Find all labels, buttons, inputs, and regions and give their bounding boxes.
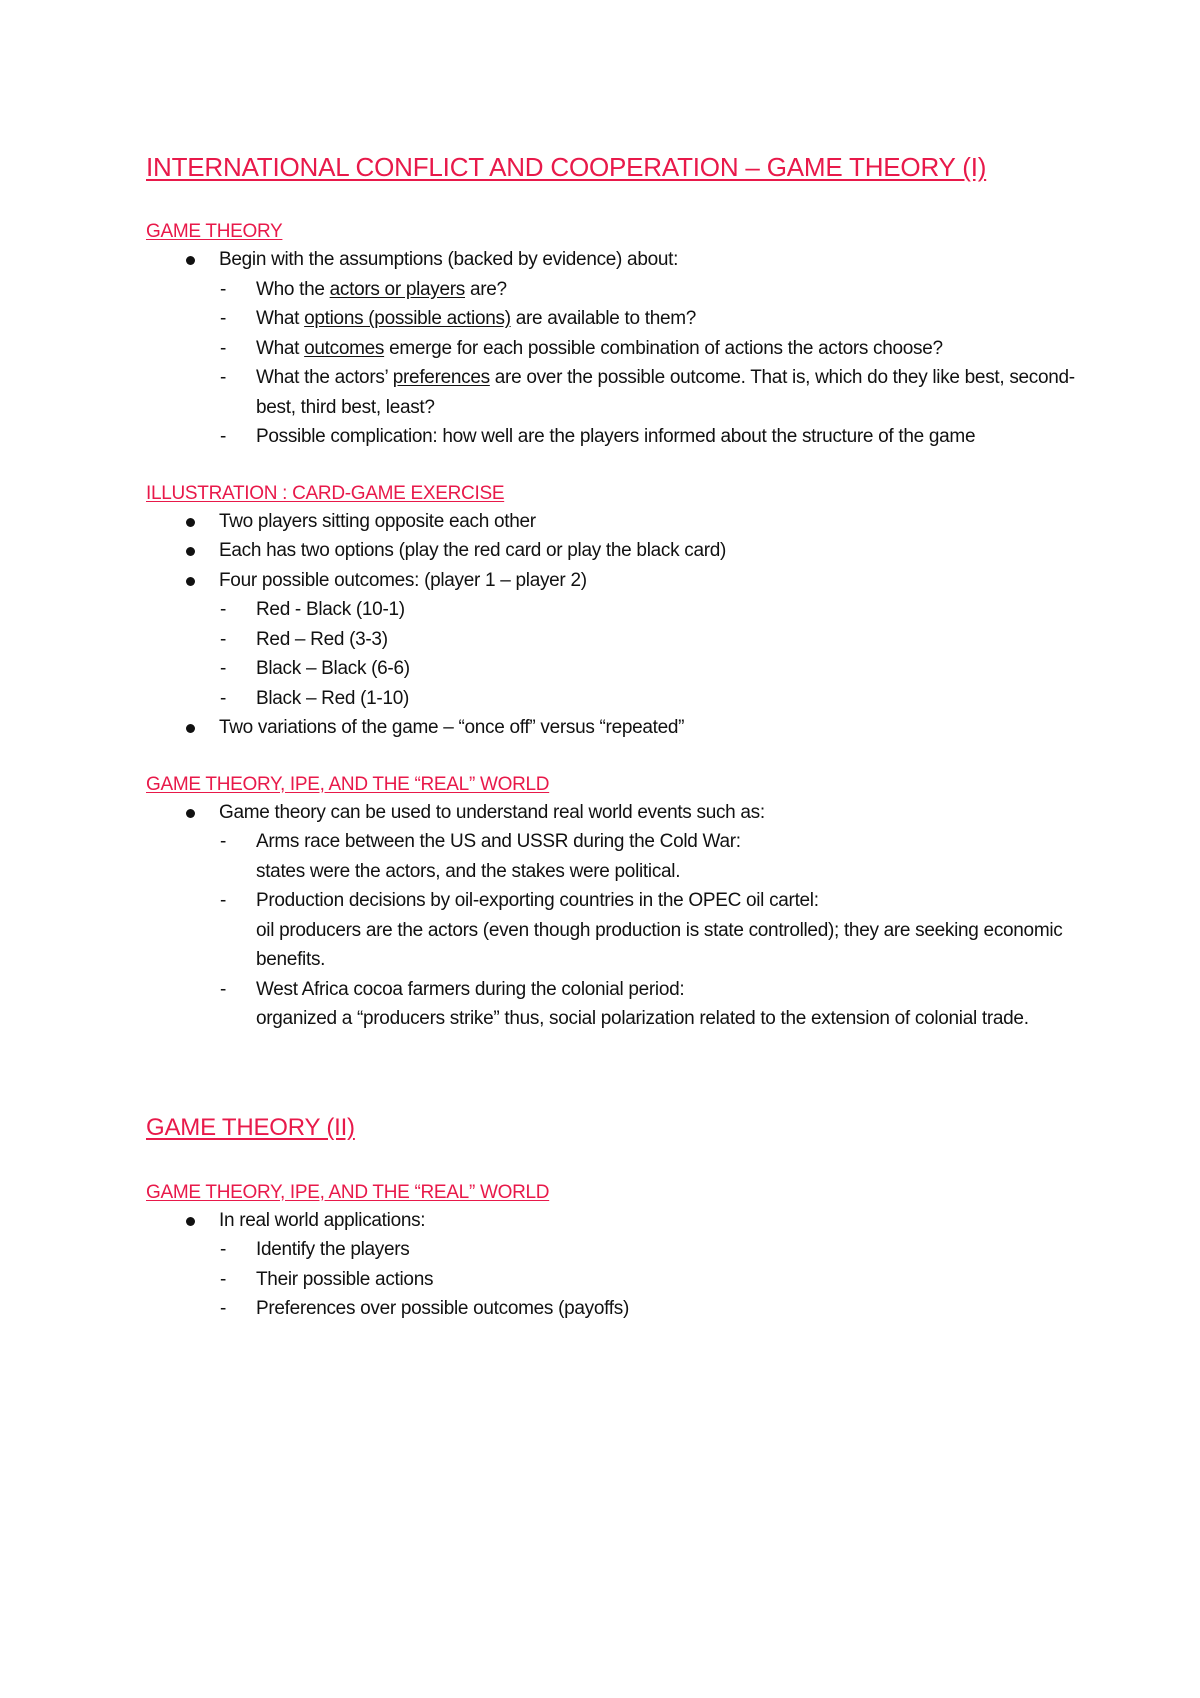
section-heading-real-world: GAME THEORY, IPE, AND THE “REAL” WORLD xyxy=(146,773,550,795)
page-title-2: GAME THEORY (II) xyxy=(146,1113,355,1141)
outcome-text: Red – Red (3-3) xyxy=(256,628,388,650)
bullet-text: In real world applications: xyxy=(219,1209,426,1231)
underlined-term: options (possible actions) xyxy=(304,308,511,329)
dash-item xyxy=(146,422,1086,452)
dash-text: Their possible actions xyxy=(256,1268,434,1290)
dash-icon: - xyxy=(220,599,227,620)
bullet-icon xyxy=(186,256,195,265)
dash-icon: - xyxy=(220,367,227,388)
dash-icon: - xyxy=(220,687,227,709)
bullet-item xyxy=(146,713,1086,743)
outcome-text: Red - Black (10-1) xyxy=(256,599,405,620)
dash-list xyxy=(146,275,1086,452)
outcome-text: Black – Red (1-10) xyxy=(256,687,410,709)
dash-icon: - xyxy=(220,658,227,679)
dash-item xyxy=(146,334,1086,364)
dash-item xyxy=(146,827,1086,886)
underlined-term: outcomes xyxy=(304,337,385,359)
dash-icon: - xyxy=(220,426,227,447)
underlined-term: preferences xyxy=(392,367,490,388)
underlined-term: actors or players xyxy=(329,278,465,300)
bullet-list xyxy=(146,245,1086,452)
dash-text: are available to them? xyxy=(510,308,697,329)
section-heading-game-theory: GAME THEORY xyxy=(146,221,283,242)
dash-icon: - xyxy=(220,628,227,650)
bullet-text: Each has two options (play the red card or play the black card) xyxy=(219,540,727,561)
example-detail: states were the actors, and the stakes were political. xyxy=(256,860,681,882)
bullet-icon xyxy=(186,518,195,527)
dash-icon: - xyxy=(220,831,227,852)
dash-item xyxy=(146,275,1086,305)
dash-item xyxy=(146,886,1086,975)
dash-item xyxy=(146,654,1086,684)
outcome-text: Black – Black (6-6) xyxy=(256,658,410,679)
bullet-icon xyxy=(186,1217,195,1226)
example-detail: organized a “producers strike” thus, social polarization related to the extension of colonial trade. xyxy=(256,1008,1029,1029)
dash-text: What xyxy=(256,308,305,329)
bullet-text: Four possible outcomes: (player 1 – player 2) xyxy=(219,569,587,591)
section-heading-card-game: ILLUSTRATION : CARD-GAME EXERCISE xyxy=(146,482,505,504)
bullet-list xyxy=(146,1206,1086,1324)
dash-icon: - xyxy=(220,1268,227,1290)
bullet-list xyxy=(146,507,1086,743)
dash-text: Identify the players xyxy=(256,1239,410,1260)
dash-list xyxy=(146,827,1086,1034)
bullet-text: Game theory can be used to understand real world events such as: xyxy=(219,801,765,823)
example-title: West Africa cocoa farmers during the colonial period: xyxy=(256,978,685,1000)
dash-item xyxy=(146,1294,1086,1324)
page-title: INTERNATIONAL CONFLICT AND COOPERATION – GAME THEORY (I) xyxy=(146,152,987,182)
dash-item xyxy=(146,363,1086,422)
dash-list xyxy=(146,1235,1086,1324)
bullet-text: Begin with the assumptions (backed by evidence) about: xyxy=(219,249,679,270)
dash-text: are? xyxy=(464,278,507,300)
dash-text: What xyxy=(256,337,305,359)
example-detail: oil producers are the actors (even though production is state controlled); they are seeking economic benefits. xyxy=(256,919,1063,970)
dash-item xyxy=(146,625,1086,655)
bullet-item xyxy=(146,566,1086,714)
bullet-icon xyxy=(186,809,195,818)
bullet-list xyxy=(146,798,1086,1034)
dash-text: emerge for each possible combination of actions the actors choose? xyxy=(384,337,943,359)
bullet-item xyxy=(146,798,1086,1034)
dash-text: Preferences over possible outcomes (payoffs) xyxy=(256,1298,629,1319)
bullet-icon xyxy=(186,577,195,586)
dash-icon: - xyxy=(220,1239,227,1260)
dash-list xyxy=(146,595,1086,713)
dash-item xyxy=(146,595,1086,625)
bullet-icon xyxy=(186,547,195,556)
dash-item xyxy=(146,1235,1086,1265)
bullet-icon xyxy=(186,724,195,733)
document-page xyxy=(146,150,1086,1324)
dash-text: Possible complication: how well are the players informed about the structure of the game xyxy=(256,426,976,447)
bullet-item xyxy=(146,536,1086,566)
dash-icon: - xyxy=(220,308,227,329)
dash-text: What the actors’ xyxy=(256,367,393,388)
dash-icon: - xyxy=(220,1298,227,1319)
dash-item xyxy=(146,684,1086,714)
section-heading-real-world-2: GAME THEORY, IPE, AND THE “REAL” WORLD xyxy=(146,1181,550,1203)
example-title: Production decisions by oil-exporting countries in the OPEC oil cartel: xyxy=(256,890,819,911)
bullet-item xyxy=(146,1206,1086,1324)
dash-icon: - xyxy=(220,890,227,911)
dash-item xyxy=(146,304,1086,334)
dash-item xyxy=(146,975,1086,1034)
dash-icon: - xyxy=(220,978,227,1000)
dash-text: Who the xyxy=(256,278,330,300)
bullet-text: Two players sitting opposite each other xyxy=(219,510,536,532)
dash-icon: - xyxy=(220,337,227,359)
dash-text: are over the possible outcome. That is, which do they like best, second-best, third best, least? xyxy=(256,367,1075,418)
bullet-text: Two variations of the game – “once off” versus “repeated” xyxy=(219,717,685,738)
dash-icon: - xyxy=(220,278,227,300)
bullet-item xyxy=(146,507,1086,537)
example-title: Arms race between the US and USSR during the Cold War: xyxy=(256,831,741,852)
bullet-item xyxy=(146,245,1086,452)
dash-item xyxy=(146,1265,1086,1295)
